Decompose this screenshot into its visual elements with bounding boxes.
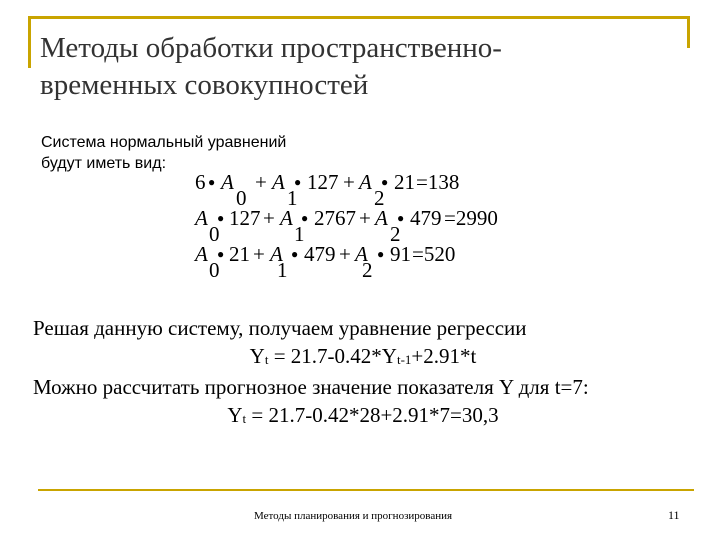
body-text (33, 314, 693, 432)
eq2-sub1: 1 (294, 222, 305, 246)
frame-right-border (687, 16, 690, 48)
eq2-coef1: 2767 (314, 206, 356, 230)
eq3-plus1: + (253, 242, 265, 266)
fc-rest: = 21.7-0.42*28+2.91*7=30,3 (246, 403, 499, 427)
eq1-plus2: + (343, 170, 355, 194)
eq1-rhs: =138 (416, 170, 460, 194)
frame-left-border (28, 16, 31, 68)
eq2-sub2: 2 (390, 222, 401, 246)
eq1-coef2: 21 (394, 170, 415, 194)
eq1-a2: A (359, 170, 372, 194)
eq2-rhs: =2990 (444, 206, 498, 230)
title-line-2: временных совокупностей (40, 69, 369, 101)
eq2-plus2: + (359, 206, 371, 230)
reg-y-sub: t (264, 352, 269, 367)
eq1-coef1: 127 (307, 170, 339, 194)
intro-line-2: будут иметь вид: (41, 155, 167, 172)
eq3-k0: 21 (229, 242, 250, 266)
eq1-a1: A (272, 170, 285, 194)
reg-sub2: t-1 (396, 352, 412, 367)
reg-end: +2.91*t (411, 344, 477, 368)
footer-divider (38, 489, 694, 491)
fc-y: Y (227, 403, 243, 427)
title-line-1: Методы обработки пространственно- (40, 32, 502, 64)
eq2-coef2: 479 (410, 206, 442, 230)
eq1-sub2: 2 (374, 186, 385, 210)
eq2-a0: A (195, 206, 208, 230)
eq2-a1: A (280, 206, 293, 230)
slide-title (40, 30, 502, 104)
regression-equation (33, 342, 693, 373)
eq3-rhs: =520 (412, 242, 456, 266)
eq3-sub1: 1 (277, 258, 288, 282)
forecast-equation (33, 401, 693, 432)
frame-top-border (28, 16, 690, 19)
eq1-plus1: + (255, 170, 267, 194)
eq3-a2: A (355, 242, 368, 266)
body-line-1: Решая данную систему, получаем уравнение регрессии (33, 316, 527, 340)
body-line-3: Можно рассчитать прогнозное значение показателя Y для t=7: (33, 375, 589, 399)
eq1-sub1: 1 (287, 186, 298, 210)
fc-y-sub: t (242, 411, 247, 426)
intro-text (41, 132, 286, 174)
eq1-coef0: 6 (195, 170, 206, 194)
eq2-plus1: + (263, 206, 275, 230)
eq3-a0: A (195, 242, 208, 266)
eq3-plus2: + (339, 242, 351, 266)
reg-y: Y (249, 344, 265, 368)
eq3-sub0: 0 (209, 258, 220, 282)
eq3-sub2: 2 (362, 258, 373, 282)
eq3-coef2: 91 (390, 242, 411, 266)
eq2-sub0: 0 (209, 222, 220, 246)
intro-line-1: Система нормальный уравнений (41, 134, 287, 151)
eq1-sub0: 0 (236, 186, 247, 210)
reg-mid: = 21.7-0.42*Y (268, 344, 397, 368)
eq2-a2: A (375, 206, 388, 230)
eq1-a0: A (221, 170, 234, 194)
page-number: 11 (668, 508, 680, 522)
eq2-k0: 127 (229, 206, 261, 230)
footer-text: Методы планирования и прогнозирования (254, 510, 453, 522)
eq3-a1: A (270, 242, 283, 266)
eq3-coef1: 479 (304, 242, 336, 266)
